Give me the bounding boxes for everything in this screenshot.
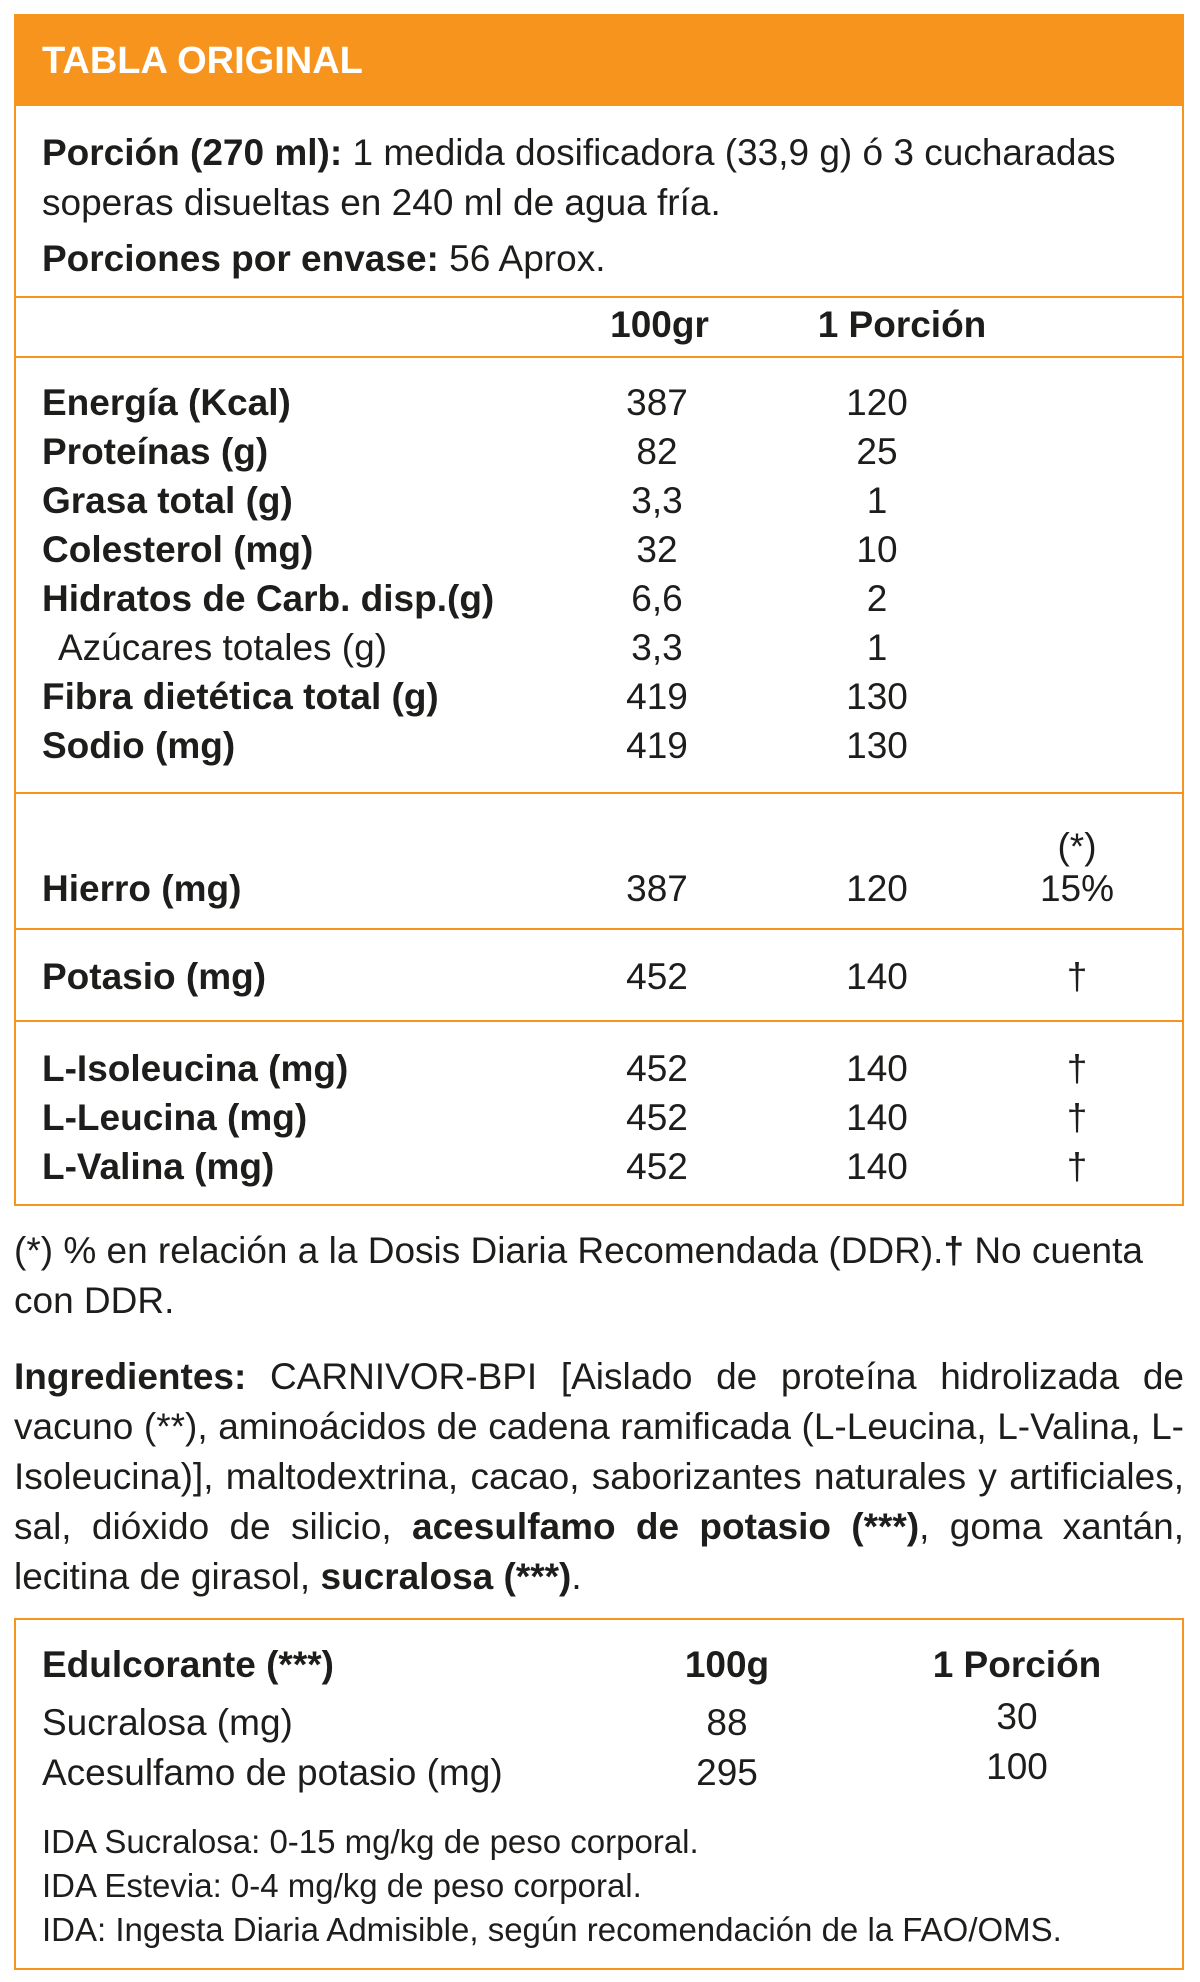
nutrient-label: Grasa total (g): [42, 480, 293, 521]
nutrient-ddr: †: [1066, 956, 1088, 997]
servings-per-value: 56 Aprox.: [438, 238, 606, 279]
nutrient-ddr: 15%: [1039, 868, 1115, 909]
sweetener-col-portion: 1 Porción: [932, 1644, 1102, 1685]
nutrient-label: Hidratos de Carb. disp.(g): [42, 578, 495, 619]
nutrient-row-carbs: [42, 574, 1182, 623]
ddr-header: (*): [1057, 826, 1097, 867]
nutrient-per100: 387: [626, 868, 688, 909]
nutrient-portion: 25: [856, 431, 898, 472]
nutrient-per100: 452: [626, 1048, 688, 1089]
nutrient-label: Energía (Kcal): [42, 382, 291, 423]
nutrient-row-sugars: [42, 623, 1182, 672]
col-per100-header: 100gr: [610, 304, 709, 345]
nutrient-label: L-Leucina (mg): [42, 1097, 308, 1138]
nutrient-row-isoleucine: [42, 1044, 1182, 1093]
sweetener-per100: 88: [706, 1702, 748, 1743]
ida-note: IDA Sucralosa: 0-15 mg/kg de peso corporal.: [42, 1823, 699, 1860]
ingredients-text: CARNIVOR-BPI [Aislado de proteína hidrolizada de vacuno (**), aminoácidos de cadena ramificada (L-Leucina, L-Valina, L-Isoleucina)], maltodextrina, cacao, saborizantes naturales y artificiales, sal, dióxido de silicio,: [14, 1356, 1184, 1547]
nutrient-portion: 120: [846, 868, 908, 909]
ingredients-label: Ingredientes:: [14, 1356, 247, 1397]
divider: [16, 356, 1182, 358]
serving-label: Porción (270 ml):: [42, 132, 343, 173]
serving-size: [42, 128, 1172, 228]
sweetener-label: Acesulfamo de potasio (mg): [42, 1752, 503, 1793]
serving-text: 1 medida dosificadora (33,9 g) ó 3 cucharadas soperas disueltas en 240 ml de agua fría.: [42, 132, 1116, 223]
sweetener-portion: 100: [986, 1746, 1048, 1787]
nutrient-per100: 82: [636, 431, 678, 472]
ida-note: IDA: Ingesta Diaria Admisible, según recomendación de la FAO/OMS.: [42, 1911, 1062, 1948]
nutrient-per100: 3,3: [631, 480, 683, 521]
nutrient-portion: 120: [846, 382, 908, 423]
nutrient-portion: 10: [856, 529, 898, 570]
nutrient-ddr: †: [1066, 1048, 1088, 1089]
sweetener-portion: 30: [996, 1696, 1038, 1737]
sweetener-label: Sucralosa (mg): [42, 1702, 293, 1743]
col-portion-header: 1 Porción: [817, 304, 987, 345]
ingredients-text: .: [571, 1556, 582, 1597]
nutrient-ddr: †: [1066, 1146, 1088, 1187]
footnote-text: (*) % en relación a la Dosis Diaria Recomendada (DDR).: [14, 1230, 944, 1271]
nutrient-per100: 387: [626, 382, 688, 423]
nutrition-table: [14, 14, 1184, 1206]
nutrient-portion: 140: [846, 1097, 908, 1138]
nutrient-row-iron: [42, 864, 1182, 913]
nutrient-row-energy: [42, 378, 1182, 427]
nutrient-portion: 140: [846, 1048, 908, 1089]
sweetener-notes: [42, 1820, 1062, 1952]
nutrient-per100: 419: [626, 676, 688, 717]
nutrient-row-valine: [42, 1142, 1182, 1191]
sweetener-title: Edulcorante (***): [42, 1644, 334, 1685]
nutrient-row-protein: [42, 427, 1182, 476]
nutrient-label: Proteínas (g): [42, 431, 269, 472]
nutrient-label: Potasio (mg): [42, 956, 267, 997]
sweetener-col-per100: 100g: [684, 1644, 770, 1685]
nutrient-label: Fibra dietética total (g): [42, 676, 439, 717]
ingredients-highlight: acesulfamo de potasio (***): [412, 1506, 920, 1547]
nutrient-row-cholesterol: [42, 525, 1182, 574]
sweetener-table: [14, 1618, 1184, 1970]
nutrient-row-potassium: [42, 952, 1182, 1001]
nutrient-portion: 130: [846, 725, 908, 766]
nutrient-row-sodium: [42, 721, 1182, 770]
divider: [16, 1020, 1182, 1022]
divider: [16, 296, 1182, 298]
nutrient-portion: 2: [866, 578, 888, 619]
nutrient-per100: 419: [626, 725, 688, 766]
dagger-mark: †: [943, 1230, 965, 1271]
sweetener-per100: 295: [696, 1752, 758, 1793]
footnote-text-2: No cuenta con DDR.: [14, 1230, 1143, 1321]
sweetener-row-sucralose: [42, 1698, 1182, 1748]
nutrient-ddr: †: [1066, 1097, 1088, 1138]
divider: [16, 928, 1182, 930]
nutrient-label: Sodio (mg): [42, 725, 236, 766]
nutrient-per100: 6,6: [631, 578, 683, 619]
nutrient-portion: 1: [866, 627, 888, 668]
ida-note: IDA Estevia: 0-4 mg/kg de peso corporal.: [42, 1867, 642, 1904]
nutrient-label: Colesterol (mg): [42, 529, 314, 570]
nutrient-per100: 32: [636, 529, 678, 570]
table-title: TABLA ORIGINAL: [16, 16, 1182, 106]
nutrient-per100: 3,3: [631, 627, 683, 668]
nutrient-per100: 452: [626, 956, 688, 997]
nutrient-label: Azúcares totales (g): [58, 627, 388, 668]
nutrient-per100: 452: [626, 1097, 688, 1138]
nutrient-portion: 140: [846, 956, 908, 997]
ingredients-highlight: sucralosa (***): [320, 1556, 572, 1597]
ingredients-text: , goma xantán, lecitina de girasol,: [14, 1506, 1185, 1597]
nutrient-label: Hierro (mg): [42, 868, 242, 909]
nutrient-label: L-Isoleucina (mg): [42, 1048, 349, 1089]
nutrient-portion: 130: [846, 676, 908, 717]
servings-per-label: Porciones por envase:: [42, 238, 439, 279]
nutrient-portion: 1: [866, 480, 888, 521]
sweetener-header: [42, 1640, 1182, 1690]
ingredients-list: [14, 1352, 1184, 1602]
nutrient-per100: 452: [626, 1146, 688, 1187]
ddr-footnote: [14, 1226, 1184, 1326]
sweetener-row-acesulfame: [42, 1748, 1182, 1798]
nutrient-row-fiber: [42, 672, 1182, 721]
nutrient-row-fat: [42, 476, 1182, 525]
nutrient-label: L-Valina (mg): [42, 1146, 275, 1187]
servings-per-container: [42, 234, 605, 284]
column-headers: [42, 300, 1182, 349]
divider: [16, 792, 1182, 794]
nutrient-row-leucine: [42, 1093, 1182, 1142]
nutrient-portion: 140: [846, 1146, 908, 1187]
